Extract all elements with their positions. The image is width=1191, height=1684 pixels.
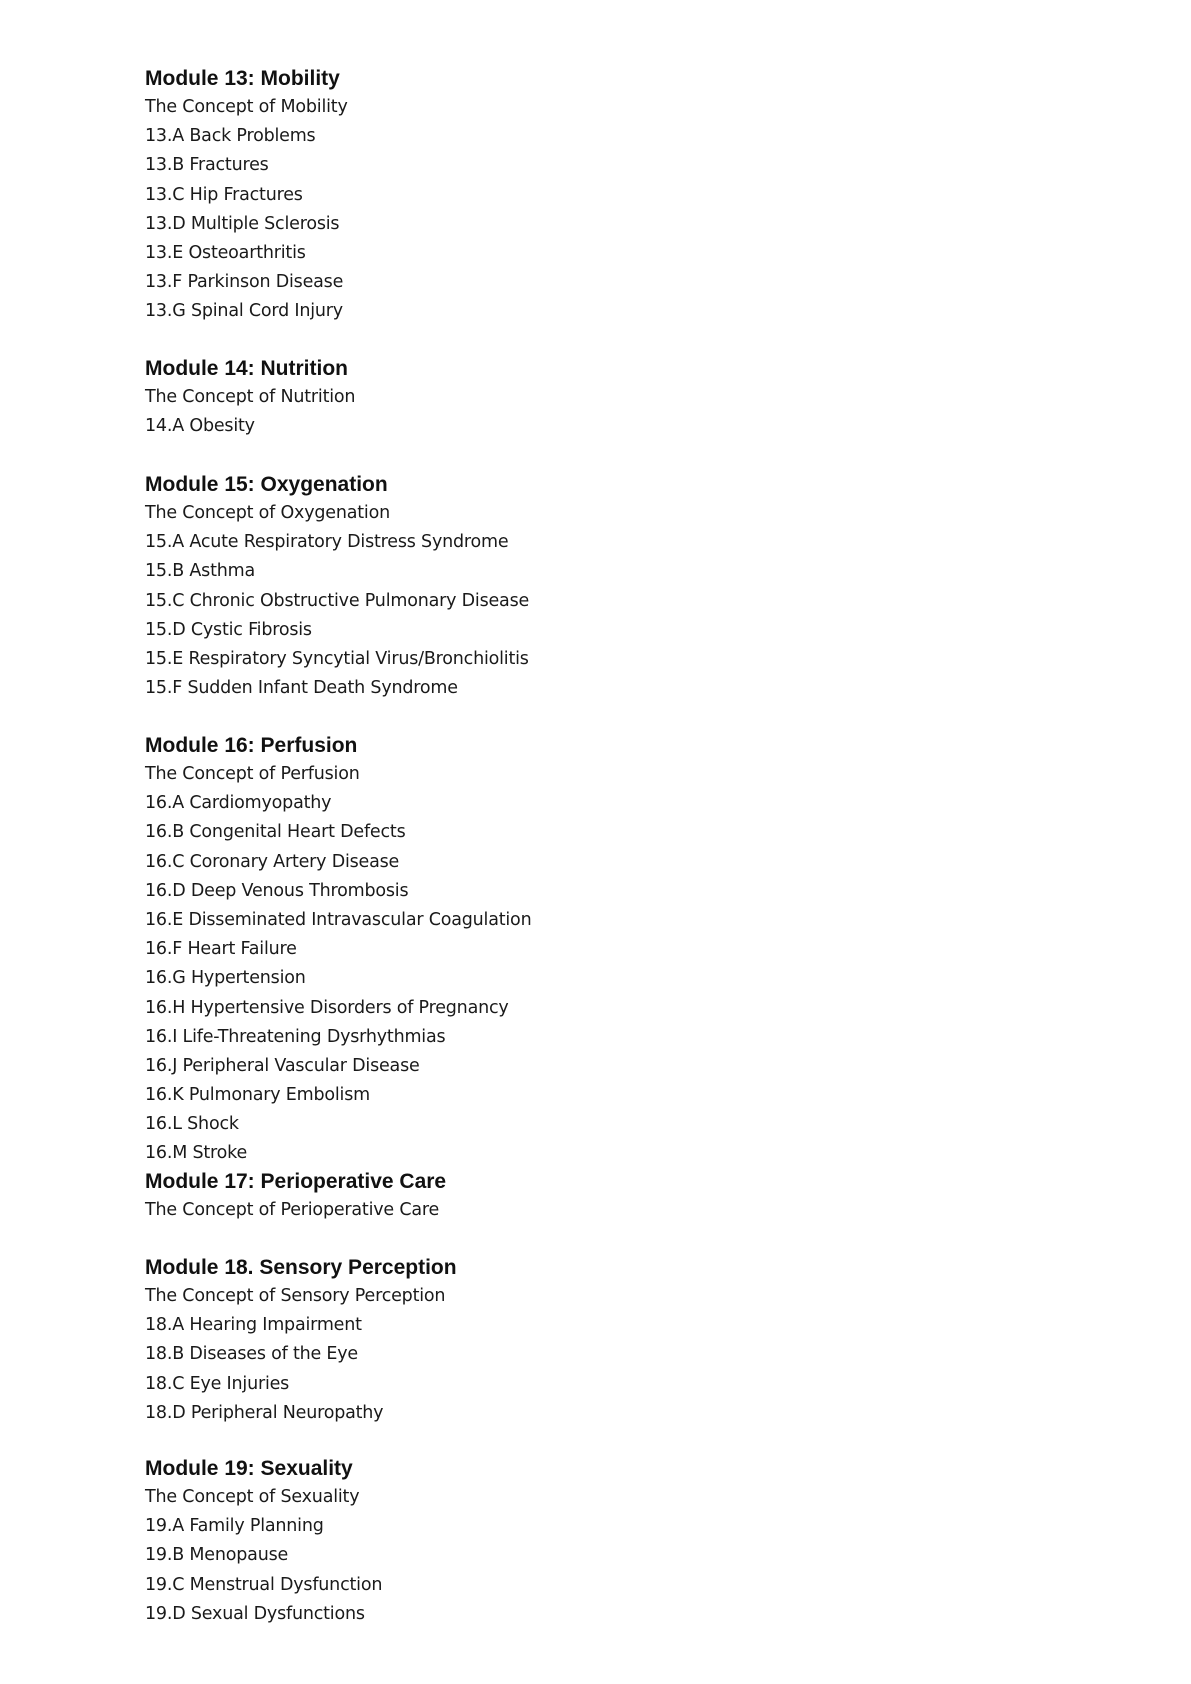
module-item: 14.A Obesity xyxy=(145,416,255,437)
module-item: 13.G Spinal Cord Injury xyxy=(145,301,343,322)
module-item: 18.A Hearing Impairment xyxy=(145,1315,362,1336)
module-19-section xyxy=(145,1455,1045,1629)
module-18-section xyxy=(145,1254,1045,1428)
module-item: 16.F Heart Failure xyxy=(145,939,297,960)
module-title: Module 16: Perfusion xyxy=(145,734,358,757)
module-item: 13.A Back Problems xyxy=(145,126,316,147)
module-item: 15.F Sudden Infant Death Syndrome xyxy=(145,678,458,699)
module-item: 16.B Congenital Heart Defects xyxy=(145,822,406,843)
module-item: The Concept of Perfusion xyxy=(145,764,360,784)
module-title: Module 15: Oxygenation xyxy=(145,473,388,496)
module-item: 15.A Acute Respiratory Distress Syndrome xyxy=(145,532,509,553)
module-item: 16.G Hypertension xyxy=(145,968,306,989)
module-title: Module 14: Nutrition xyxy=(145,357,348,380)
module-item: 16.D Deep Venous Thrombosis xyxy=(145,880,409,901)
module-item: 13.B Fractures xyxy=(145,155,269,176)
module-item: The Concept of Sexuality xyxy=(145,1487,360,1507)
module-item: 13.F Parkinson Disease xyxy=(145,272,344,293)
module-item: 16.A Cardiomyopathy xyxy=(145,793,332,814)
module-item: 13.D Multiple Sclerosis xyxy=(145,213,340,234)
module-item: 15.C Chronic Obstructive Pulmonary Disease xyxy=(145,590,530,611)
module-13-section xyxy=(145,65,1045,327)
module-14-section xyxy=(145,355,1045,441)
module-item: 15.E Respiratory Syncytial Virus/Bronchiolitis xyxy=(145,648,529,669)
module-item: 16.C Coronary Artery Disease xyxy=(145,851,400,872)
module-item: 19.B Menopause xyxy=(145,1545,289,1566)
module-item: The Concept of Mobility xyxy=(145,97,348,117)
module-title: Module 13: Mobility xyxy=(145,67,340,90)
module-title: Module 19: Sexuality xyxy=(145,1457,353,1480)
module-title: Module 18. Sensory Perception xyxy=(145,1256,457,1279)
module-item: 19.C Menstrual Dysfunction xyxy=(145,1574,383,1595)
module-16-section xyxy=(145,732,1045,1169)
module-item: 15.D Cystic Fibrosis xyxy=(145,619,312,640)
module-item: 16.L Shock xyxy=(145,1114,239,1135)
module-item: The Concept of Perioperative Care xyxy=(145,1200,440,1220)
module-title: Module 17: Perioperative Care xyxy=(145,1170,447,1193)
module-item: 19.D Sexual Dysfunctions xyxy=(145,1603,365,1624)
module-item: 18.C Eye Injuries xyxy=(145,1373,290,1394)
module-item: 16.J Peripheral Vascular Disease xyxy=(145,1055,420,1076)
module-item: 16.E Disseminated Intravascular Coagulation xyxy=(145,909,532,930)
module-item: 13.E Osteoarthritis xyxy=(145,242,306,263)
module-item: 19.A Family Planning xyxy=(145,1516,324,1537)
module-item: The Concept of Sensory Perception xyxy=(145,1286,446,1306)
module-item: 16.M Stroke xyxy=(145,1143,248,1164)
module-item: The Concept of Oxygenation xyxy=(145,503,390,523)
module-item: 15.B Asthma xyxy=(145,561,256,582)
module-item: 18.B Diseases of the Eye xyxy=(145,1344,359,1365)
module-item: 16.I Life-Threatening Dysrhythmias xyxy=(145,1026,446,1047)
module-17-section xyxy=(145,1168,1045,1225)
module-15-section xyxy=(145,471,1045,703)
module-item: 16.K Pulmonary Embolism xyxy=(145,1085,370,1106)
module-item: The Concept of Nutrition xyxy=(145,387,356,407)
module-item: 16.H Hypertensive Disorders of Pregnancy xyxy=(145,997,509,1018)
module-item: 18.D Peripheral Neuropathy xyxy=(145,1402,384,1423)
module-item: 13.C Hip Fractures xyxy=(145,184,303,205)
